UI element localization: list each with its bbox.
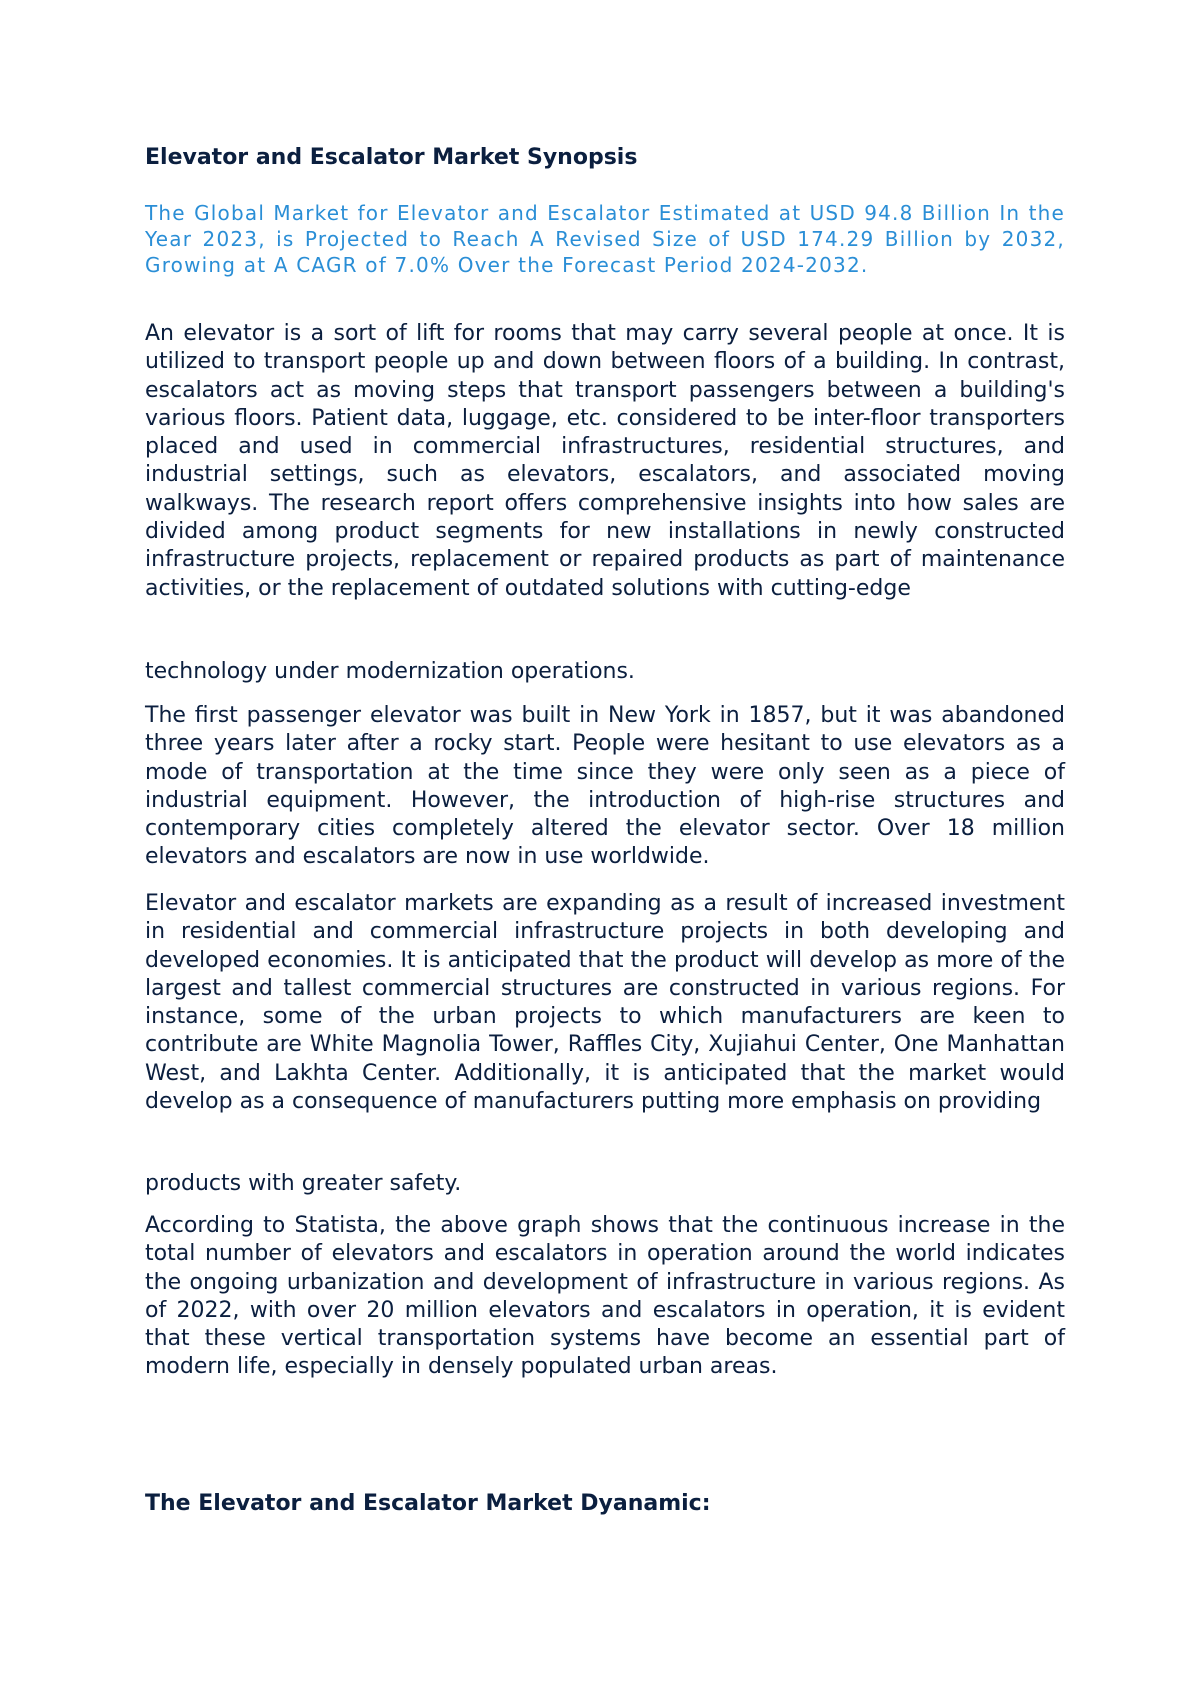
paragraph-elevator-history: The first passenger elevator was built in New York in 1857, but it was abandoned three years later after a rocky start. People were hesitant to use elevators as a mode of transportation at the time since they were only seen as a piece of industrial equipment. However, the introduction of high-rise structures and contemporary cities completely altered the elevator sector. Over 18 million elevators and escalators are now in use worldwide. (145, 703, 1065, 870)
paragraph-market-expansion-continued: products with greater safety. (145, 1171, 462, 1196)
paragraph-elevator-definition: An elevator is a sort of lift for rooms that may carry several people at once. It is utilized to transport people up and down between floors of a building. In contrast, escalators act as moving steps that transport passengers between a building's various floors. Patient data, luggage, etc. considered to be inter-floor transporters placed and used in commercial infrastructures, residential structures, and industrial settings, such as elevators, escalators, and associated moving walkways. The research report offers comprehensive insights into how sales are divided among product segments for new installations in newly constructed infrastructure projects, replacement or repaired products as part of maintenance activities, or the replacement of outdated solutions with cutting-edge (145, 321, 1065, 601)
paragraph-market-expansion: Elevator and escalator markets are expanding as a result of increased investment in residential and commercial infrastructure projects in both developing and developed economies. It is anticipated that the product will develop as more of the largest and tallest commercial structures are constructed in various regions. For instance, some of the urban projects to which manufacturers are keen to contribute are White Magnolia Tower, Raffles City, Xujiahui Center, One Manhattan West, and Lakhta Center. Additionally, it is anticipated that the market would develop as a consequence of manufacturers putting more emphasis on providing (145, 891, 1065, 1115)
market-synopsis-summary: The Global Market for Elevator and Escalator Estimated at USD 94.8 Billion In the Year 2023, is Projected to Reach A Revised Size of USD 174.29 Billion by 2032, Growing at A CAGR of 7.0% Over the Forecast Period 2024-2032. (145, 201, 1065, 277)
document-title: Elevator and Escalator Market Synopsis (145, 145, 638, 170)
paragraph-statista-insight: According to Statista, the above graph shows that the continuous increase in the total number of elevators and escalators in operation around the world indicates the ongoing urbanization and development of infrastructure in various regions. As of 2022, with over 20 million elevators and escalators in operation, it is evident that these vertical transportation systems have become an essential part of modern life, especially in densely populated urban areas. (145, 1213, 1065, 1380)
paragraph-elevator-definition-continued: technology under modernization operations. (145, 659, 635, 684)
section-heading-market-dynamic: The Elevator and Escalator Market Dyanamic: (145, 1491, 711, 1516)
